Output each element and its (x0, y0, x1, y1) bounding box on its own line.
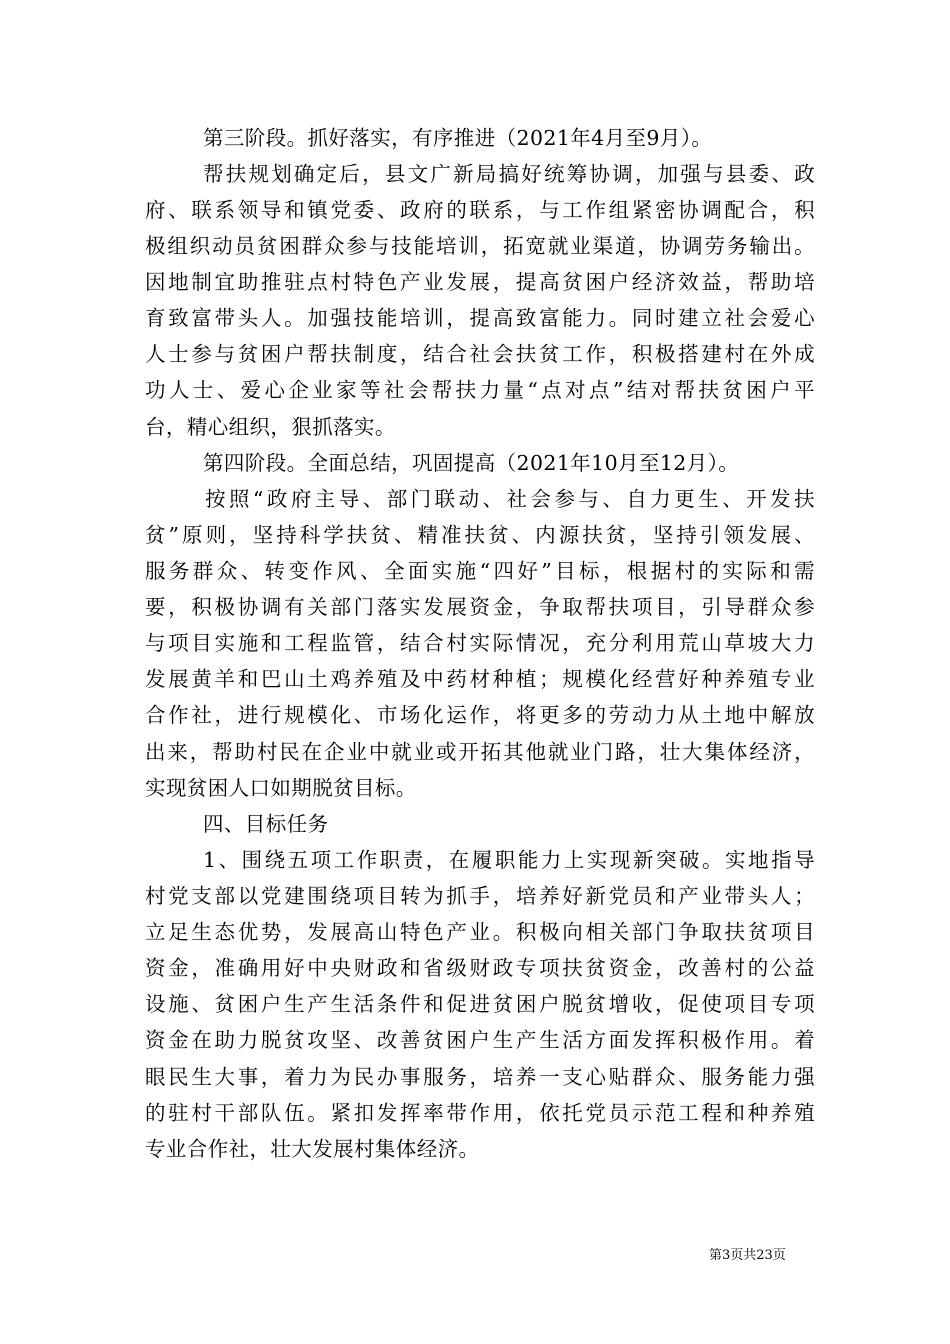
paragraph-line: 功人士、爱心企业家等社会帮扶力量“点对点”结对帮扶贫困户平 (145, 378, 815, 402)
paragraph-line: 要，积极协调有关部门落实发展资金，争取帮扶项目，引导群众参 (145, 595, 815, 619)
paragraph-line: 府、联系领导和镇党委、政府的联系，与工作组紧密协调配合，积 (145, 198, 815, 222)
paragraph-line: 按照“政府主导、部门联动、社会参与、自力更生、开发扶 (205, 487, 815, 511)
paragraph-line: 设施、贫困户生产生活条件和促进贫困户脱贫增收，促使项目专项 (145, 992, 815, 1016)
paragraph-line: 服务群众、转变作风、全面实施“四好”目标，根据村的实际和需 (145, 559, 815, 583)
paragraph-line: 台，精心组织，狠抓落实。 (145, 415, 396, 439)
heading-phase-four: 第四阶段。全面总结，巩固提高（2021年10月至12月）。 (203, 451, 740, 475)
section-heading-targets: 四、目标任务 (203, 812, 329, 836)
page-number: 第3页共23页 (709, 1248, 786, 1263)
paragraph-line: 资金在助力脱贫攻坚、改善贫困户生产生活方面发挥积极作用。着 (145, 1028, 815, 1052)
paragraph-line: 立足生态优势，发展高山特色产业。积极向相关部门争取扶贫项目 (145, 920, 815, 944)
paragraph-line: 的驻村干部队伍。紧扣发挥率带作用，依托党员示范工程和种养殖 (145, 1101, 815, 1125)
paragraph-line: 极组织动员贫困群众参与技能培训，拓宽就业渠道，协调劳务输出。 (145, 234, 815, 258)
paragraph-line: 实现贫困人口如期脱贫目标。 (145, 776, 417, 800)
paragraph-line: 因地制宜助推驻点村特色产业发展，提高贫困户经济效益，帮助培 (145, 270, 815, 294)
paragraph-line: 育致富带头人。加强技能培训，提高致富能力。同时建立社会爱心 (145, 306, 815, 330)
paragraph-line: 合作社，进行规模化、市场化运作，将更多的劳动力从土地中解放 (145, 703, 815, 727)
paragraph-line: 1、围绕五项工作职责，在履职能力上实现新突破。实地指导 (203, 848, 815, 872)
paragraph-line: 资金，准确用好中央财政和省级财政专项扶贫资金，改善村的公益 (145, 956, 815, 980)
paragraph-line: 贫”原则，坚持科学扶贫、精准扶贫、内源扶贫，坚持引领发展、 (145, 523, 815, 547)
heading-phase-three: 第三阶段。抓好落实，有序推进（2021年4月至9月）。 (203, 126, 713, 150)
paragraph-line: 发展黄羊和巴山土鸡养殖及中药材种植；规模化经营好种养殖专业 (145, 667, 815, 691)
paragraph-line: 眼民生大事，着力为民办事服务，培养一支心贴群众、服务能力强 (145, 1065, 815, 1089)
paragraph-line: 人士参与贫困户帮扶制度，结合社会扶贫工作，积极搭建村在外成 (145, 342, 815, 366)
paragraph-line: 出来，帮助村民在企业中就业或开拓其他就业门路，壮大集体经济， (145, 740, 815, 764)
paragraph-line: 与项目实施和工程监管，结合村实际情况，充分利用荒山草坡大力 (145, 631, 815, 655)
paragraph-line: 村党支部以党建围绕项目转为抓手，培养好新党员和产业带头人； (145, 884, 815, 908)
paragraph-line: 专业合作社，壮大发展村集体经济。 (145, 1137, 480, 1161)
paragraph-line: 帮扶规划确定后，县文广新局搞好统筹协调，加强与县委、政 (203, 162, 815, 186)
